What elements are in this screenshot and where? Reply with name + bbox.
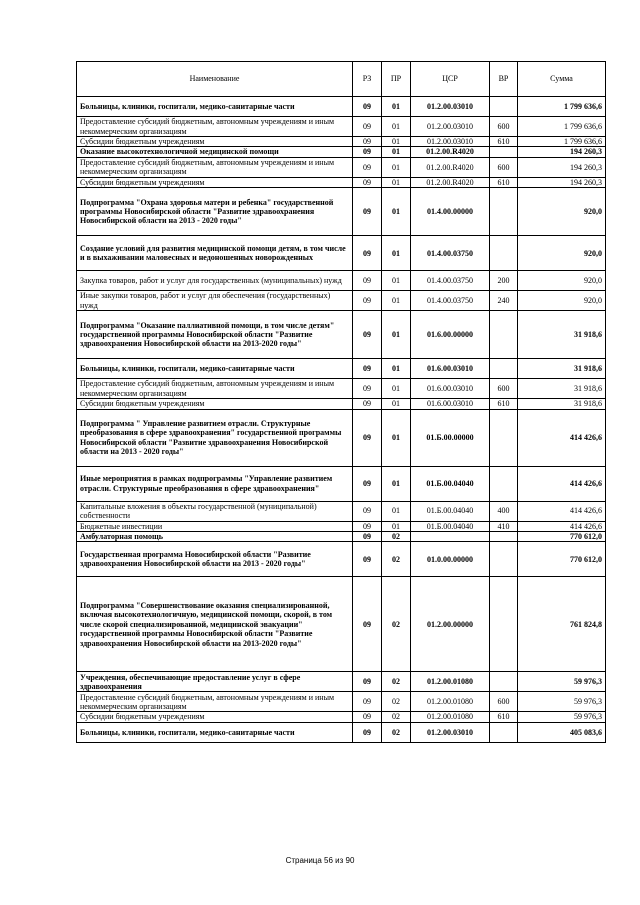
cell-sum: 414 426,6: [518, 501, 606, 521]
cell-pr: 02: [382, 722, 411, 742]
cell-csr: 01.2.00.R4020: [411, 157, 490, 177]
cell-pr: 01: [382, 399, 411, 409]
cell-vr: 600: [490, 117, 518, 137]
cell-pr: 01: [382, 97, 411, 117]
table-row: [77, 409, 606, 466]
cell-vr: [490, 147, 518, 157]
cell-rz: 09: [353, 542, 382, 577]
cell-name: Иные мероприятия в рамках подпрограммы "Управление развитием отрасли. Структурные преобразования в сфере здравоохранения": [77, 466, 353, 501]
cell-rz: 09: [353, 399, 382, 409]
cell-csr: 01.4.00.03750: [411, 271, 490, 291]
cell-csr: 01.2.00.03010: [411, 137, 490, 147]
table-row: [77, 722, 606, 742]
table-row: [77, 236, 606, 271]
cell-pr: 01: [382, 501, 411, 521]
cell-name: Предоставление субсидий бюджетным, автономным учреждениям и иным некоммерческим организациям: [77, 692, 353, 712]
cell-pr: 01: [382, 177, 411, 187]
cell-name: Больницы, клиники, госпитали, медико-санитарные части: [77, 722, 353, 742]
cell-sum: 59 976,3: [518, 712, 606, 722]
table-row: [77, 147, 606, 157]
cell-sum: 920,0: [518, 291, 606, 311]
cell-csr: 01.2.00.03010: [411, 722, 490, 742]
cell-sum: 414 426,6: [518, 409, 606, 466]
cell-rz: 09: [353, 692, 382, 712]
cell-sum: 920,0: [518, 271, 606, 291]
budget-table: [76, 61, 606, 743]
cell-pr: 01: [382, 409, 411, 466]
header-vr: ВР: [490, 62, 518, 97]
cell-vr: 400: [490, 501, 518, 521]
cell-vr: [490, 542, 518, 577]
table-row: [77, 117, 606, 137]
cell-sum: 761 824,8: [518, 577, 606, 672]
table-row: [77, 188, 606, 236]
cell-pr: 01: [382, 466, 411, 501]
cell-csr: 01.2.00.01080: [411, 692, 490, 712]
cell-pr: 02: [382, 712, 411, 722]
header-rz: РЗ: [353, 62, 382, 97]
cell-sum: 920,0: [518, 188, 606, 236]
table-row: [77, 466, 606, 501]
cell-name: Капитальные вложения в объекты государственной (муниципальной) собственности: [77, 501, 353, 521]
cell-name: Подпрограмма " Управление развитием отрасли. Структурные преобразования в сфере здравоохранения" государственной программы Новосибирской области "Развитие здравоохранения Новосибирской области на 2013 - 2020 годы": [77, 409, 353, 466]
cell-vr: [490, 577, 518, 672]
cell-pr: 01: [382, 147, 411, 157]
cell-rz: 09: [353, 672, 382, 692]
table-body: [77, 97, 606, 743]
cell-csr: 01.2.00.03010: [411, 117, 490, 137]
cell-pr: 01: [382, 236, 411, 271]
table-row: [77, 97, 606, 117]
cell-csr: 01.6.00.03010: [411, 379, 490, 399]
cell-csr: 01.0.00.00000: [411, 542, 490, 577]
cell-vr: [490, 722, 518, 742]
cell-name: Предоставление субсидий бюджетным, автономным учреждениям и иным некоммерческим организациям: [77, 157, 353, 177]
cell-sum: 31 918,6: [518, 379, 606, 399]
header-csr: ЦСР: [411, 62, 490, 97]
cell-name: Субсидии бюджетным учреждениям: [77, 712, 353, 722]
table-row: [77, 271, 606, 291]
cell-rz: 09: [353, 577, 382, 672]
cell-vr: 610: [490, 177, 518, 187]
cell-name: Субсидии бюджетным учреждениям: [77, 137, 353, 147]
cell-rz: 09: [353, 311, 382, 359]
cell-pr: 01: [382, 521, 411, 531]
cell-rz: 09: [353, 177, 382, 187]
cell-vr: 610: [490, 712, 518, 722]
cell-csr: 01.6.00.03010: [411, 399, 490, 409]
cell-name: Субсидии бюджетным учреждениям: [77, 177, 353, 187]
table-row: [77, 672, 606, 692]
cell-rz: 09: [353, 532, 382, 542]
cell-sum: 59 976,3: [518, 692, 606, 712]
cell-pr: 01: [382, 137, 411, 147]
cell-vr: 610: [490, 137, 518, 147]
cell-csr: 01.Б.00.04040: [411, 466, 490, 501]
cell-name: Государственная программа Новосибирской области "Развитие здравоохранения Новосибирской области на 2013 - 2020 годы": [77, 542, 353, 577]
cell-rz: 09: [353, 188, 382, 236]
cell-name: Бюджетные инвестиции: [77, 521, 353, 531]
cell-vr: [490, 532, 518, 542]
table-row: [77, 692, 606, 712]
cell-csr: 01.2.00.00000: [411, 577, 490, 672]
table-row: [77, 399, 606, 409]
cell-csr: 01.Б.00.04040: [411, 521, 490, 531]
cell-vr: [490, 311, 518, 359]
cell-csr: 01.4.00.00000: [411, 188, 490, 236]
table-row: [77, 501, 606, 521]
cell-sum: 31 918,6: [518, 359, 606, 379]
cell-vr: 600: [490, 692, 518, 712]
cell-sum: 414 426,6: [518, 466, 606, 501]
cell-vr: [490, 97, 518, 117]
cell-vr: [490, 409, 518, 466]
cell-name: Предоставление субсидий бюджетным, автономным учреждениям и иным некоммерческим организациям: [77, 379, 353, 399]
cell-vr: 410: [490, 521, 518, 531]
cell-vr: [490, 236, 518, 271]
header-sum: Сумма: [518, 62, 606, 97]
cell-vr: [490, 466, 518, 501]
cell-csr: 01.2.00.R4020: [411, 147, 490, 157]
table-row: [77, 311, 606, 359]
cell-rz: 09: [353, 501, 382, 521]
cell-csr: 01.2.00.03010: [411, 97, 490, 117]
table-row: [77, 157, 606, 177]
table-row: [77, 712, 606, 722]
cell-rz: 09: [353, 466, 382, 501]
cell-csr: 01.2.00.R4020: [411, 177, 490, 187]
cell-csr: 01.2.00.01080: [411, 712, 490, 722]
cell-pr: 01: [382, 311, 411, 359]
cell-csr: 01.6.00.00000: [411, 311, 490, 359]
cell-sum: 414 426,6: [518, 521, 606, 531]
cell-csr: [411, 532, 490, 542]
cell-rz: 09: [353, 521, 382, 531]
cell-vr: [490, 672, 518, 692]
cell-rz: 09: [353, 271, 382, 291]
cell-rz: 09: [353, 97, 382, 117]
cell-rz: 09: [353, 117, 382, 137]
cell-pr: 01: [382, 157, 411, 177]
cell-pr: 02: [382, 542, 411, 577]
cell-vr: [490, 359, 518, 379]
cell-sum: 770 612,0: [518, 542, 606, 577]
table-row: [77, 532, 606, 542]
cell-pr: 02: [382, 672, 411, 692]
cell-sum: 920,0: [518, 236, 606, 271]
cell-pr: 01: [382, 117, 411, 137]
cell-name: Учреждения, обеспечивающие предоставление услуг в сфере здравоохранения: [77, 672, 353, 692]
cell-rz: 09: [353, 722, 382, 742]
cell-sum: 405 083,6: [518, 722, 606, 742]
cell-name: Предоставление субсидий бюджетным, автономным учреждениям и иным некоммерческим организациям: [77, 117, 353, 137]
header-name: Наименование: [77, 62, 353, 97]
cell-pr: 02: [382, 577, 411, 672]
cell-pr: 02: [382, 692, 411, 712]
header-pr: ПР: [382, 62, 411, 97]
cell-rz: 09: [353, 712, 382, 722]
cell-name: Иные закупки товаров, работ и услуг для обеспечения (государственных) нужд: [77, 291, 353, 311]
cell-rz: 09: [353, 291, 382, 311]
cell-csr: 01.Б.00.04040: [411, 501, 490, 521]
cell-sum: 1 799 636,6: [518, 97, 606, 117]
cell-rz: 09: [353, 147, 382, 157]
cell-csr: 01.4.00.03750: [411, 291, 490, 311]
cell-sum: 59 976,3: [518, 672, 606, 692]
cell-name: Оказание высокотехнологичной медицинской помощи: [77, 147, 353, 157]
cell-sum: 194 260,3: [518, 147, 606, 157]
cell-vr: [490, 188, 518, 236]
table-row: [77, 359, 606, 379]
cell-name: Закупка товаров, работ и услуг для государственных (муниципальных) нужд: [77, 271, 353, 291]
cell-name: Подпрограмма "Совершенствование оказания специализированной, включая высокотехнологичную, медицинской помощи, скорой, в том числе скорой специализированной, медицинской эвакуации" государственной программы Новосибирской области "Развитие здравоохранения Новосибирской области на 2013-2020 годы": [77, 577, 353, 672]
cell-csr: 01.4.00.03750: [411, 236, 490, 271]
cell-sum: 1 799 636,6: [518, 117, 606, 137]
cell-rz: 09: [353, 137, 382, 147]
cell-vr: 240: [490, 291, 518, 311]
cell-csr: 01.6.00.03010: [411, 359, 490, 379]
cell-sum: 1 799 636,6: [518, 137, 606, 147]
cell-vr: 600: [490, 379, 518, 399]
cell-rz: 09: [353, 379, 382, 399]
table-row: [77, 177, 606, 187]
cell-name: Амбулаторная помощь: [77, 532, 353, 542]
table-row: [77, 291, 606, 311]
cell-pr: 01: [382, 188, 411, 236]
cell-pr: 02: [382, 532, 411, 542]
table-row: [77, 577, 606, 672]
cell-sum: 31 918,6: [518, 399, 606, 409]
cell-rz: 09: [353, 409, 382, 466]
cell-vr: 200: [490, 271, 518, 291]
cell-name: Больницы, клиники, госпитали, медико-санитарные части: [77, 359, 353, 379]
cell-name: Подпрограмма "Охрана здоровья матери и ребенка" государственной программы Новосибирской области "Развитие здравоохранения Новосибирской области на 2013 - 2020 годы": [77, 188, 353, 236]
cell-rz: 09: [353, 236, 382, 271]
cell-rz: 09: [353, 157, 382, 177]
cell-name: Создание условий для развития медицинской помощи детям, в том числе и в выхаживании маловесных и недоношенных новорожденных: [77, 236, 353, 271]
cell-csr: 01.Б.00.00000: [411, 409, 490, 466]
cell-sum: 194 260,3: [518, 157, 606, 177]
table-header-row: [77, 62, 606, 97]
cell-csr: 01.2.00.01080: [411, 672, 490, 692]
cell-name: Подпрограмма "Оказание паллиативной помощи, в том числе детям" государственной программы Новосибирской области "Развитие здравоохранения Новосибирской области на 2013-2020 годы": [77, 311, 353, 359]
cell-pr: 01: [382, 379, 411, 399]
cell-pr: 01: [382, 291, 411, 311]
cell-name: Больницы, клиники, госпитали, медико-санитарные части: [77, 97, 353, 117]
cell-sum: 770 612,0: [518, 532, 606, 542]
cell-sum: 31 918,6: [518, 311, 606, 359]
table-row: [77, 521, 606, 531]
cell-pr: 01: [382, 359, 411, 379]
cell-vr: 600: [490, 157, 518, 177]
cell-rz: 09: [353, 359, 382, 379]
table-row: [77, 137, 606, 147]
table-row: [77, 542, 606, 577]
table-row: [77, 379, 606, 399]
cell-vr: 610: [490, 399, 518, 409]
page-number: Страница 56 из 90: [285, 856, 355, 865]
cell-pr: 01: [382, 271, 411, 291]
cell-sum: 194 260,3: [518, 177, 606, 187]
cell-name: Субсидии бюджетным учреждениям: [77, 399, 353, 409]
